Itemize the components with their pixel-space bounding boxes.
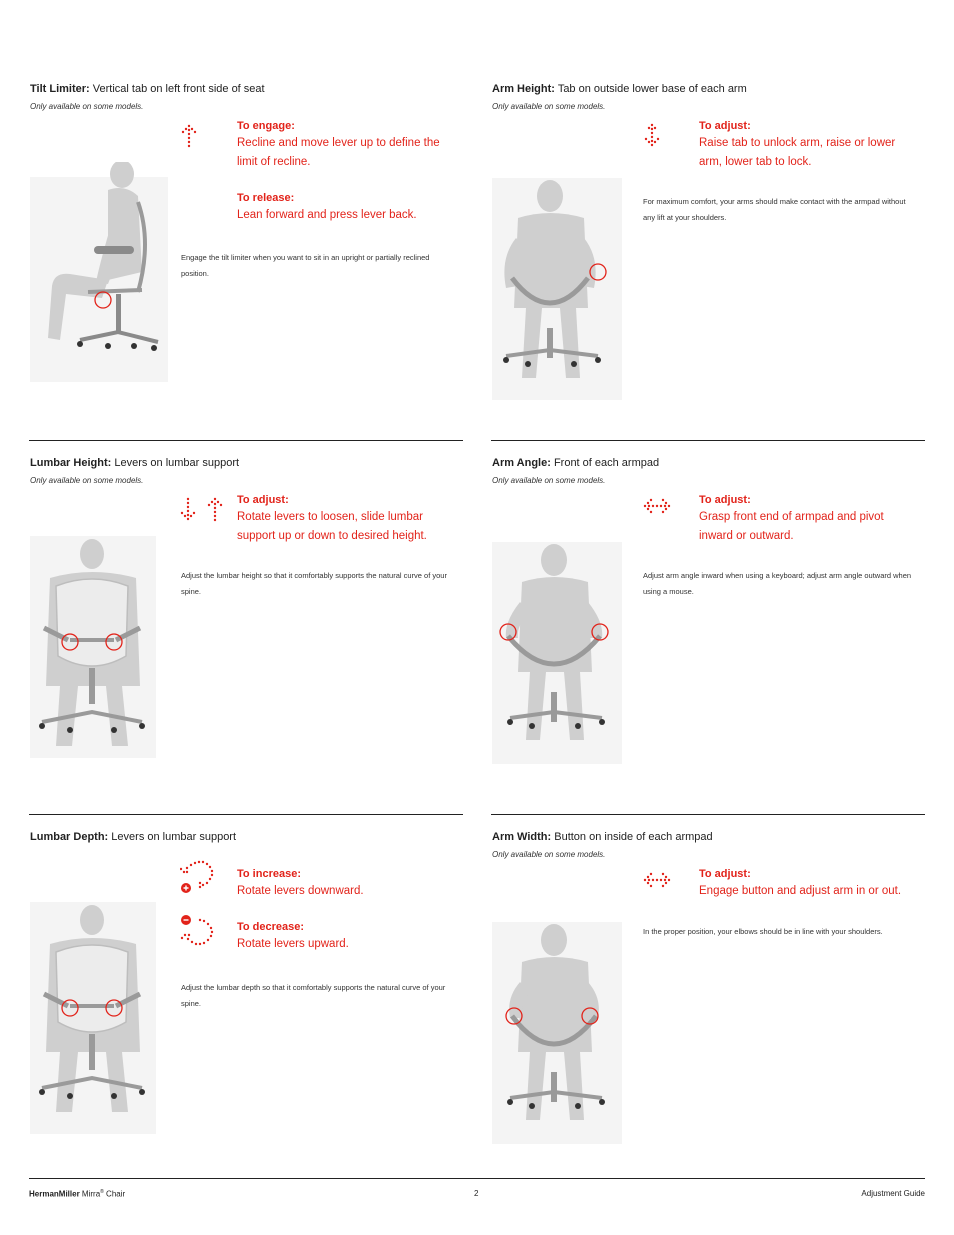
step-text: Rotate levers downward.: [237, 885, 364, 897]
step-label: To increase:: [237, 868, 301, 880]
availability-note: Only available on some models.: [30, 476, 144, 485]
step-label: To adjust:: [699, 120, 751, 132]
chair-side-figure: [30, 162, 170, 382]
section-divider: [29, 440, 463, 441]
section-title: Lumbar Height:: [30, 457, 112, 469]
availability-note: Only available on some models.: [30, 102, 144, 111]
chair-front-figure: [492, 178, 632, 400]
section-subtitle: Levers on lumbar support: [114, 457, 240, 469]
guide-title: Adjustment Guide: [861, 1189, 925, 1198]
section-body: Adjust the lumbar depth so that it comfortably supports the natural curve of your spine.: [181, 983, 446, 1008]
section-heading: [30, 456, 470, 470]
section-heading: [492, 82, 932, 96]
arrow-up-down-icon: [642, 122, 668, 152]
step-text: Grasp front end of armpad and pivot inward or outward.: [699, 511, 884, 542]
footer-divider: [29, 1178, 925, 1179]
section-body: Adjust arm angle inward when using a keyboard; adjust arm angle outward when using a mouse.: [643, 571, 912, 596]
step-text: Raise tab to unlock arm, raise or lower arm, lower tab to lock.: [699, 137, 896, 168]
arrow-left-right-icon: [642, 870, 672, 900]
section-title: Lumbar Depth:: [30, 831, 109, 843]
rotate-increase-icon: [180, 858, 220, 894]
section-subtitle: Vertical tab on left front side of seat: [92, 83, 265, 95]
section-body: For maximum comfort, your arms should make contact with the armpad without any lift at your shoulders.: [643, 197, 906, 222]
footer-product: [29, 1189, 125, 1199]
arrow-left-right-icon: [642, 496, 672, 526]
step-label: To decrease:: [237, 921, 305, 933]
registered-mark: ®: [100, 1189, 104, 1195]
step-label: To adjust:: [237, 494, 289, 506]
section-title: Tilt Limiter:: [30, 83, 90, 95]
arm-angle-section: [492, 456, 932, 776]
step-label: To adjust:: [699, 868, 751, 880]
chair-back-figure: [30, 902, 170, 1134]
tilt-limiter-section: [30, 82, 470, 402]
section-heading: [30, 82, 470, 96]
section-subtitle: Levers on lumbar support: [111, 831, 237, 843]
section-divider: [29, 814, 463, 815]
step-text: Rotate levers upward.: [237, 938, 349, 950]
section-body: Engage the tilt limiter when you want to sit in an upright or partially reclined position.: [181, 253, 430, 278]
section-divider: [491, 814, 925, 815]
arrow-up-icon: [180, 122, 206, 152]
availability-note: Only available on some models.: [492, 850, 606, 859]
section-body: In the proper position, your elbows should be in line with your shoulders.: [643, 927, 883, 936]
step-label: To release:: [237, 192, 295, 204]
step-text: Lean forward and press lever back.: [237, 209, 417, 221]
brand-name: HermanMiller: [29, 1189, 80, 1199]
step-text: Recline and move lever up to define the limit of recline.: [237, 137, 440, 168]
section-heading: [492, 456, 932, 470]
step-label: To engage:: [237, 120, 295, 132]
step-label: To adjust:: [699, 494, 751, 506]
step-text: Rotate levers to loosen, slide lumbar support up or down to desired height.: [237, 511, 427, 542]
lumbar-depth-section: [30, 830, 470, 1150]
chair-back-figure: [30, 536, 170, 758]
arm-height-section: [492, 82, 932, 402]
chair-front-figure: [492, 922, 632, 1144]
rotate-decrease-icon: [180, 914, 220, 950]
availability-note: Only available on some models.: [492, 102, 606, 111]
lumbar-height-section: [30, 456, 470, 776]
product-name: Mirra: [81, 1189, 101, 1199]
arm-width-section: [492, 830, 932, 1150]
section-title: Arm Height:: [492, 83, 555, 95]
product-suffix: Chair: [103, 1189, 126, 1199]
section-subtitle: Tab on outside lower base of each arm: [557, 83, 747, 95]
arrows-vertical-icon: [178, 496, 226, 526]
section-subtitle: Front of each armpad: [553, 457, 660, 469]
availability-note: Only available on some models.: [492, 476, 606, 485]
section-title: Arm Width:: [492, 831, 552, 843]
section-divider: [491, 440, 925, 441]
page-number: 2: [474, 1189, 479, 1198]
section-heading: [492, 830, 932, 844]
section-heading: [30, 830, 470, 844]
chair-front-figure: [492, 542, 632, 764]
section-body: Adjust the lumbar height so that it comfortably supports the natural curve of your spine.: [181, 571, 447, 596]
step-text: Engage button and adjust arm in or out.: [699, 885, 902, 897]
section-title: Arm Angle:: [492, 457, 551, 469]
section-subtitle: Button on inside of each armpad: [554, 831, 713, 843]
